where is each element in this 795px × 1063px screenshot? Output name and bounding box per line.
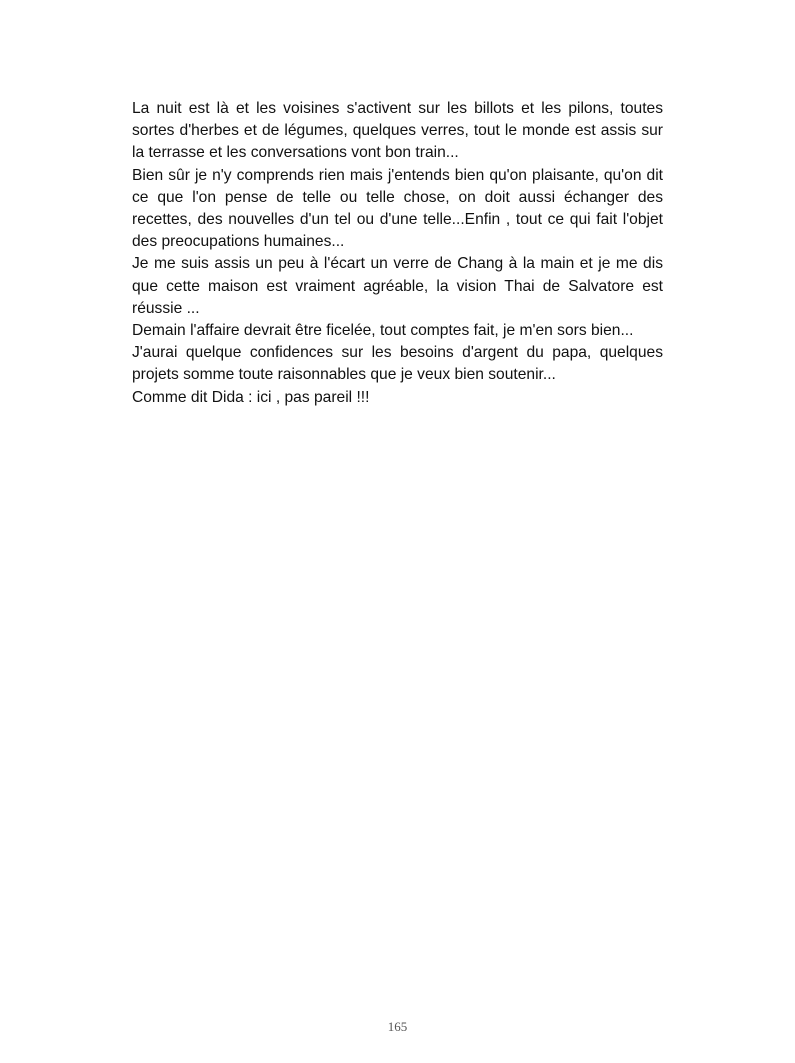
body-text: [132, 98, 663, 409]
paragraph-4: Demain l'affaire devrait être ficelée, tout comptes fait, je m'en sors bien...: [132, 322, 634, 340]
page-number: 165: [387, 1019, 408, 1034]
paragraph-6: Comme dit Dida : ici , pas pareil !!!: [132, 388, 370, 406]
paragraph-2: Bien sûr je n'y comprends rien mais j'entends bien qu'on plaisante, qu'on dit ce que l'on pense de telle ou telle chose, on doit aussi échanger des recettes, des nouvelles d'un tel ou d'une telle...Enfin , tout ce qui fait l'objet des preocupations humaines...: [132, 166, 663, 251]
paragraph-5: J'aurai quelque confidences sur les besoins d'argent du papa, quelques projets somme toute raisonnables que je veux bien soutenir...: [132, 344, 663, 384]
paragraph-3: Je me suis assis un peu à l'écart un verre de Chang à la main et je me dis que cette maison est vraiment agréable, la vision Thai de Salvatore est réussie ...: [132, 255, 663, 317]
paragraph-1: La nuit est là et les voisines s'activent sur les billots et les pilons, toutes sortes d'herbes et de légumes, quelques verres, tout le monde est assis sur la terrasse et les conversations vont bon train...: [132, 100, 663, 162]
